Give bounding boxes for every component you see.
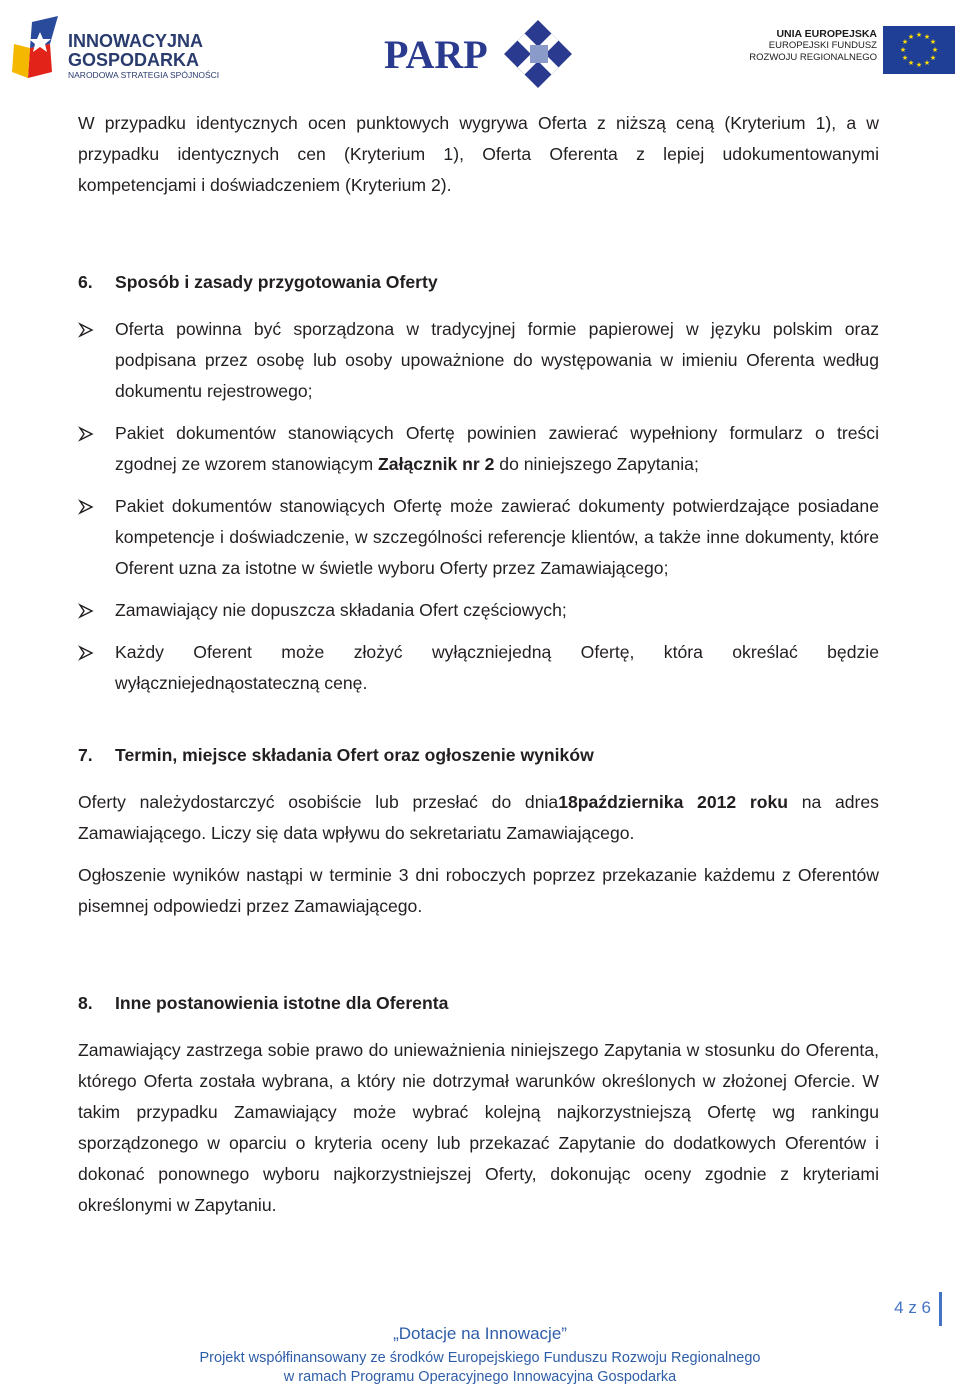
eu-line1: UNIA EUROPEJSKA	[776, 28, 877, 40]
svg-text:★: ★	[929, 54, 937, 62]
svg-text:★: ★	[915, 31, 923, 39]
section-6-heading	[78, 267, 879, 298]
p1-text: Oferty należydostarczyć osobiście lub przesłać do dnia	[78, 792, 559, 812]
parp-logo-text: PARP	[384, 32, 488, 77]
arrow-bullet-icon	[78, 499, 94, 515]
bullet-bold-text: Załącznik nr 2	[378, 454, 495, 474]
section-7-paragraph-1	[78, 787, 879, 849]
section-title: Sposób i zasady przygotowania Oferty	[115, 272, 438, 292]
svg-text:★: ★	[907, 33, 915, 41]
logo-left-line1: INNOWACYJNA	[68, 31, 204, 51]
section-7-paragraph-2: Ogłoszenie wyników nastąpi w terminie 3 dni roboczych poprzez przekazanie każdemu z Oferentów pisemnej odpowiedzi przez Zamawiającego.	[78, 865, 879, 916]
list-item	[78, 314, 879, 407]
eu-line2: EUROPEJSKI FUNDUSZ	[768, 40, 877, 51]
section-7-heading	[78, 740, 879, 771]
document-body	[78, 108, 879, 1221]
svg-text:★: ★	[923, 59, 931, 67]
bullet-text-after: do niniejszego Zapytania;	[494, 454, 699, 474]
bullet-text: Pakiet dokumentów stanowiących Ofertę może zawierać dokumenty potwierdzające posiadane kompetencje i doświadczenie, w szczególności referencje klientów, a także inne dokumenty, które Oferent uzna za istotne w świetle wyboru Oferty przez Zamawiającego;	[115, 496, 879, 578]
section-number: 7.	[78, 745, 93, 765]
list-item	[78, 595, 879, 626]
bullet-text: Oferta powinna być sporządzona w tradycyjnej formie papierowej w języku polskim oraz podpisana przez osobę lub osoby upoważnione do występowania w imieniu Oferenta według dokumentu rejestrowego;	[115, 319, 879, 401]
bullet-text: Zamawiający nie dopuszcza składania Ofert częściowych;	[115, 600, 567, 620]
svg-text:★: ★	[907, 59, 915, 67]
svg-text:★: ★	[901, 54, 909, 62]
arrow-bullet-icon	[78, 322, 94, 338]
parp-logo	[380, 18, 580, 88]
intro-paragraph: W przypadku identycznych ocen punktowych wygrywa Oferta z niższą ceną (Kryterium 1), a w przypadku identycznych cen (Kryterium 1), Oferta Oferenta z lepiej udokumentowanymi kompetencjami i doświadczeniem (Kryterium 2).	[78, 113, 879, 195]
eu-logo	[745, 26, 957, 78]
bullet-text: Pakiet dokumentów stanowiących Ofertę powinien zawierać wypełniony formularz o treści zgodnej ze wzorem stanowiącym	[115, 423, 879, 474]
footer-line-2: w ramach Programu Operacyjnego Innowacyjna Gospodarka	[283, 1369, 677, 1385]
footer-line-1: Projekt współfinansowany ze środków Europejskiego Funduszu Rozwoju Regionalnego	[199, 1350, 761, 1366]
page-number: 4 z 6	[894, 1292, 942, 1326]
svg-text:★: ★	[901, 38, 909, 46]
section-8-paragraph: Zamawiający zastrzega sobie prawo do unieważnienia niniejszego Zapytania w stosunku do Oferenta, którego Oferta została wybrana, a który nie dotrzymał warunków określonych w złożonej Ofercie. W takim przypadku Zamawiający może wybrać kolejną najkorzystniejszą Ofertę wg rankingu sporządzonego w oparciu o kryteria oceny lub przekazać Zapytanie do dodatkowych Oferentów i dokonać ponownego wyboru najkorzystniejszej Oferty, dokonując oceny zgodnie z kryteriami określonymi w Zapytaniu.	[78, 1040, 879, 1215]
section-number: 6.	[78, 272, 93, 292]
svg-text:★: ★	[923, 33, 931, 41]
arrow-bullet-icon	[78, 603, 94, 619]
eu-logo-text	[745, 28, 877, 64]
p1-bold-date: 18października 2012 roku	[558, 792, 789, 812]
bullet-text: Każdy Oferent może złożyć wyłączniejedną Ofertę, która określać będzie wyłączniejednąostateczną cenę.	[115, 642, 879, 693]
arrow-bullet-icon	[78, 426, 94, 442]
section-8-heading	[78, 988, 879, 1019]
p1-text-after: na adres Zamawiającego. Liczy się data wpływu do sekretariatu Zamawiającego.	[78, 792, 879, 843]
section-title: Inne postanowienia istotne dla Oferenta	[115, 993, 449, 1013]
svg-text:★: ★	[931, 46, 939, 54]
logo-left-line2: GOSPODARKA	[68, 50, 200, 70]
footer-title: „Dotacje na Innowacje”	[393, 1324, 567, 1343]
list-item	[78, 637, 879, 699]
list-item	[78, 491, 879, 584]
svg-text:★: ★	[929, 38, 937, 46]
svg-text:★: ★	[915, 61, 923, 69]
section-title: Termin, miejsce składania Ofert oraz ogłoszenie wyników	[115, 745, 594, 765]
list-item	[78, 418, 879, 480]
eu-line3: ROZWOJU REGIONALNEGO	[749, 52, 877, 63]
section-number: 8.	[78, 993, 93, 1013]
page-header	[0, 0, 960, 100]
svg-text:★: ★	[899, 46, 907, 54]
eu-flag-icon	[883, 26, 955, 74]
innowacyjna-gospodarka-logo	[10, 14, 230, 84]
arrow-bullet-icon	[78, 645, 94, 661]
logo-left-line3: NARODOWA STRATEGIA SPÓJNOŚCI	[68, 70, 220, 80]
